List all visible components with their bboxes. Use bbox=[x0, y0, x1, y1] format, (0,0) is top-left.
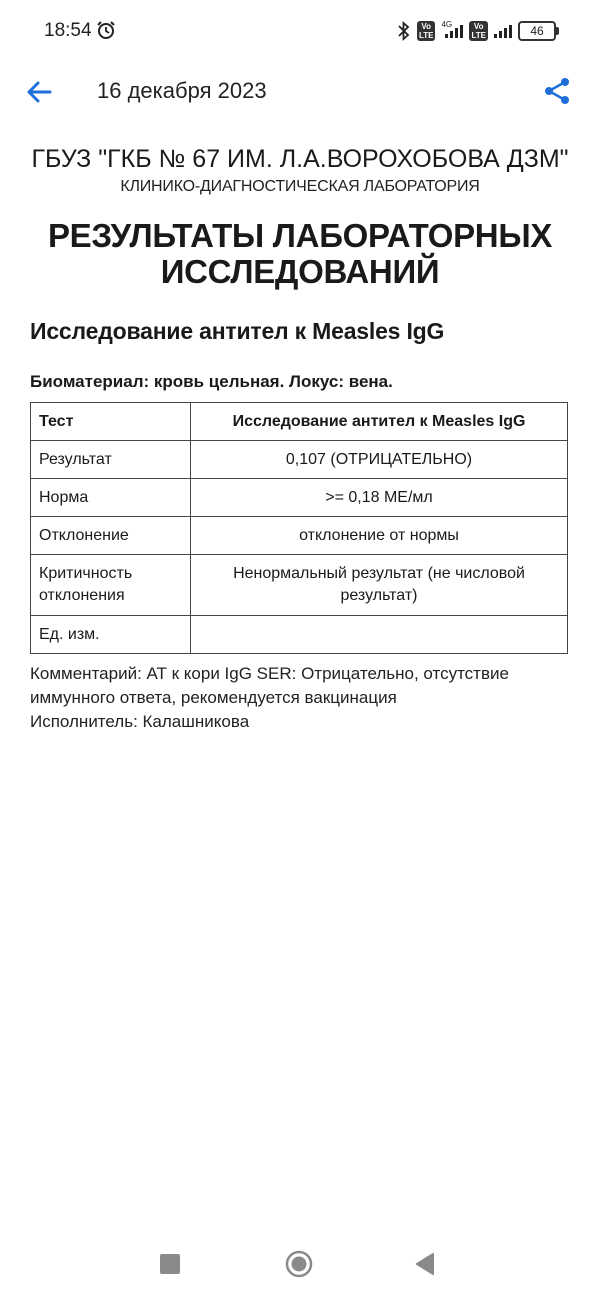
row-value: 0,107 (ОТРИЦАТЕЛЬНО) bbox=[191, 441, 568, 479]
signal-bars-icon bbox=[494, 24, 512, 38]
nav-back-triangle-icon[interactable] bbox=[414, 1252, 436, 1276]
report-title: РЕЗУЛЬТАТЫ ЛАБОРАТОРНЫХ ИССЛЕДОВАНИЙ bbox=[47, 217, 553, 290]
table-header-label: Тест bbox=[31, 403, 191, 441]
share-icon[interactable] bbox=[542, 76, 572, 106]
comment-text: Комментарий: АТ к кори IgG SER: Отрицательно, отсутствие иммунного ответа, рекомендуется вакцинация bbox=[30, 664, 509, 707]
battery-icon: 46 bbox=[518, 21, 556, 41]
table-row bbox=[31, 517, 568, 555]
table-row bbox=[31, 616, 568, 654]
table-header-value: Исследование антител к Measles IgG bbox=[191, 403, 568, 441]
table-row bbox=[31, 441, 568, 479]
alarm-clock-icon bbox=[96, 20, 116, 40]
volte-badge-1: Vo LTE bbox=[418, 22, 434, 40]
lab-report bbox=[30, 140, 570, 734]
home-circle-icon[interactable] bbox=[285, 1250, 313, 1278]
table-header-row bbox=[31, 403, 568, 441]
row-label: Результат bbox=[31, 441, 191, 479]
executor-text: Исполнитель: Калашникова bbox=[30, 712, 250, 731]
row-value: >= 0,18 МЕ/мл bbox=[191, 479, 568, 517]
row-value bbox=[191, 616, 568, 654]
row-label: Отклонение bbox=[31, 517, 191, 555]
status-bar bbox=[0, 0, 600, 62]
row-label: Критичность отклонения bbox=[31, 555, 191, 616]
department-name: КЛИНИКО-ДИАГНОСТИЧЕСКАЯ ЛАБОРАТОРИЯ bbox=[120, 178, 480, 195]
study-title: Исследование антител к Measles IgG bbox=[30, 318, 445, 344]
row-value: Ненормальный результат (не числовой результат) bbox=[191, 555, 568, 616]
volte-badge-2: Vo LTE bbox=[471, 22, 486, 40]
organization-name: ГБУЗ "ГКБ № 67 ИМ. Л.А.ВОРОХОБОВА ДЗМ" bbox=[31, 145, 569, 173]
signal-1 bbox=[441, 20, 463, 38]
network-type-label: 4G bbox=[441, 20, 453, 29]
status-icons bbox=[397, 20, 556, 42]
row-label: Норма bbox=[31, 479, 191, 517]
app-bar bbox=[0, 62, 600, 122]
row-label: Ед. изм. bbox=[31, 616, 191, 654]
system-nav-bar bbox=[0, 1230, 600, 1290]
recent-apps-icon[interactable] bbox=[160, 1254, 180, 1274]
page-title: 16 декабря 2023 bbox=[97, 78, 267, 103]
results-table bbox=[30, 402, 568, 654]
table-row bbox=[31, 555, 568, 616]
table-row bbox=[31, 479, 568, 517]
status-time: 18:54 bbox=[44, 20, 92, 41]
bluetooth-icon bbox=[397, 21, 411, 41]
back-arrow-icon[interactable] bbox=[24, 76, 56, 108]
row-value: отклонение от нормы bbox=[191, 517, 568, 555]
biomaterial-info: Биоматериал: кровь цельная. Локус: вена. bbox=[30, 372, 393, 391]
